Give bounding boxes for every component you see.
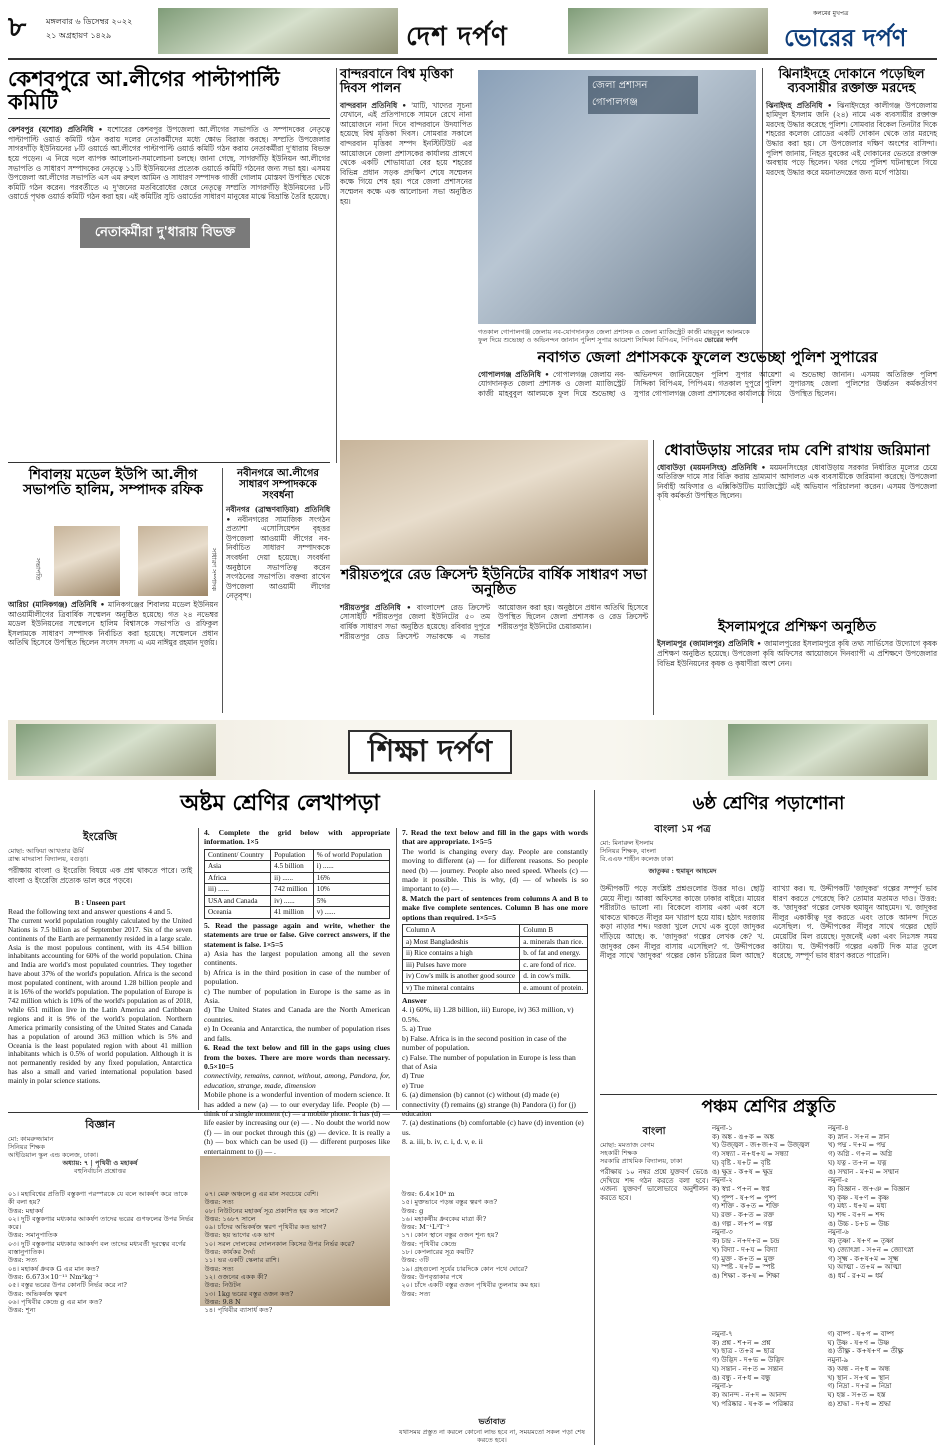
gopalganj-caption	[478, 328, 756, 344]
education-banner	[8, 720, 937, 780]
class5-title: পঞ্চম শ্রেণির প্রস্তুতি	[701, 1097, 836, 1117]
headline: কেশবপুরে আ.লীগের পাল্টাপাল্টি কমিটি	[8, 68, 330, 119]
answers: 4. i) 60%, ii) 1.28 billion, iii) Europe, iv) 363 million, v) 0.5%. 5. a) True b) False. Africa is in the second position in case of the number of population. c) False. The number of population in Europe is less than that of Asia d) True e) True 6. (a) dimension (b) cannot (c) without (d) made (e) connectivity (f) remains (g) strange (h) Pandora (i) for (j) education 7. (a) destinations (b) comfortable (c) have (d) invention (e) us. 8. a. iii, b. iv, c. i, d. v, e. ii	[402, 1005, 584, 1147]
subject-bangla: বাংলা	[642, 1126, 666, 1137]
samples-col-2: নমুনা-৪ ক) স্নান - স+ন = স্নান খ) পদ্ম - দ+ম = পদ্ম গ) অগ্নি - গ+ন = অগ্নি ঘ) যত্ন - ত+ন = যত্ন ঙ) সম্মান - ম+ম = সম্মান নমুনা-৫ ক) বিজ্ঞান - জ+ঞ = বিজ্ঞান খ) কৃষ্ণ - ষ+ণ = কৃষ্ণ গ) মধ্য - ধ+য = মধ্য ঘ) শব্দ - ব+দ = শব্দ ঙ) উচ্চ - চ+চ = উচ্চ নমুনা-৬ ক) তৃষ্ণা - ষ+ণ = তৃষ্ণা খ) জ্যোৎস্না - স+ন = জ্যোৎস্না গ) সূক্ষ্ম - ক+ষ+ম = সূক্ষ্ম ঘ) আত্মা - ত+ম = আত্মা ঙ) ধর্ম - র+ম = ধর্ম	[828, 1124, 914, 1280]
cell: Oceania	[205, 907, 271, 919]
shibalaya-story	[8, 468, 218, 713]
date-line-2: ২১ অগ্রহায়ণ ১৪২৯	[46, 31, 112, 40]
table-row	[205, 861, 390, 873]
cell: iv) ......	[271, 895, 314, 907]
cell: a. minerals than rice.	[520, 936, 588, 948]
body-text: মানিকগঞ্জের শিবালয় মডেল ইউনিয়ন আওয়ামীলীগের ত্রিবার্ষিক সম্মেলন অনুষ্ঠিত হয়েছে। গত ২৪ নভেম্বর মডেল ইউনিয়নের সম্মেলনে হালিম বিশ্বাসকে সভাপতি ও রফিকুল ইসলামকে সাধারণ সম্পাদক নির্বাচিত করা হয়েছে। সম্মেলনে প্রধান অতিথি হিসেবে উপস্থিত ছিলেন সংসদ সদস্য এ এম নাঈমুর রহমান দুর্জয়।	[8, 600, 218, 648]
class8-title: অষ্টম শ্রেণির লেখাপড়া	[180, 791, 380, 816]
headline: শিবালয় মডেল ইউপি আ.লীগ সভাপতি হালিম, সম্পাদক রফিক	[23, 467, 203, 499]
table-row	[205, 884, 390, 896]
byline: গোপালগঞ্জ প্রতিনিধি •	[478, 369, 550, 379]
intro: পরীক্ষায় বাংলা ও ইংরেজি বিষয়ে এক প্রশ্ন থাকতে পারে। তাই বাংলা ও ইংরেজি প্রত্যেক ভাল করে পড়বে।	[8, 866, 192, 885]
date-line-1: মঙ্গলবার ৬ ডিসেম্বর ২০২২	[46, 17, 133, 26]
chapter: জাতুকর : হুমায়ূন আহমেদ	[648, 867, 717, 875]
science-qa: ০১। মহাবিশ্বের প্রতিটি বস্তুকণা পরস্পরকে যে বলে আকর্ষণ করে তাকে কী বলা হয়? উত্তর: মহাকর্ষ ০২। দুটি বস্তুকণার মধ্যকার আকর্ষণ তাদের ভরের গুণফলের উপর নির্ভর করে। উত্তর: সমানুপাতিক ০৩। দুটি বস্তুকণার মধ্যকার আকর্ষণ বল তাদের মধ্যবর্তী দূরত্বের বর্গের ব্যস্তানুপাতিক। উত্তর: সত্য ০৪। মহাকর্ষ ধ্রুবক G এর মান কত? উত্তর: 6.673×10⁻¹¹ Nm²kg⁻² ০৫। বস্তুর ভরের উপর কোনটি নির্ভর করে না? উত্তর: অভিকর্ষজ ত্বরণ ০৬। পৃথিবীর কেন্দ্রে g এর মান কত? উত্তর: শূন্য ০৭। মেরু অঞ্চলে g এর মান সবচেয়ে বেশি। উত্তর: সত্য ০৮। নিউটনের মহাকর্ষ সূত্র প্রকাশিত হয় কত সালে? উত্তর: ১৬৮৭ সালে ০৯। চাঁদের অভিকর্ষজ ত্বরণ পৃথিবীর কত ভাগ? উত্তর: ছয় ভাগের এক ভাগ ১০। সরল দোলকের দোলনকাল কিসের উপর নির্ভর করে? উত্তর: কার্যকর দৈর্ঘ্য ১১। ভর একটি স্কেলার রাশি। উত্তর: সত্য ১২। ওজনের একক কী? উত্তর: নিউটন ১৩। 1kg ভরের বস্তুর ওজন কত? উত্তর: 9.8 N ১৪। পৃথিবীর ব্যাসার্ধ কত? উত্তর: 6.4×10⁶ m ১৫। মুক্তভাবে পড়ন্ত বস্তুর ত্বরণ কত? উত্তর: g ১৬। মহাকর্ষীয় ধ্রুবকের মাত্রা কী? উত্তর: M⁻¹L³T⁻² ১৭। কোন স্থানে বস্তুর ওজন শূন্য হয়? উত্তর: পৃথিবীর কেন্দ্রে ১৮। কেপলারের সূত্র কয়টি? উত্তর: ৩টি ১৯। গ্রহগুলো সূর্যের চারদিকে কোন পথে ঘোরে? উত্তর: উপবৃত্তাকার পথে ২০। চাঁদে একটি বস্তুর ওজন পৃথিবীর তুলনায় কম হয়। উত্তর: সত্য	[8, 1190, 540, 1315]
table-header: Continent/ Country	[205, 849, 271, 861]
section-title: দেশ দর্পণ	[406, 22, 508, 52]
cell: 10%	[313, 884, 389, 896]
question-6-text: Mobile phone is a wonderful invention of modern science. It has added a new (a) — to our everyday life. People (b) — think of a single moment (c) — a mobile phone. It has (d) — life easier by increasing our (e) — . No doubt the world now (f) — in our pocket through this (g) — device. It is really a (h) — box which can be used (i) — different purposes like entertainment to (j) — .	[204, 1090, 390, 1156]
table-row	[205, 907, 390, 919]
gopalganj-story	[478, 345, 937, 437]
cell: b. of fat and energy.	[520, 948, 588, 960]
page-number: ৮	[8, 10, 27, 43]
class6-body: উদ্দীপকটি পড়ে সংশ্লিষ্ট প্রশ্নগুলোর উত্তর দাও। ছোট্ট মেয়ে নীলু। আব্বা অফিসের কাজে ঢাকার বাইরে। মায়ের শরীরটাও ভালো না। বিকেলে বাসায় একা একা বসে থাকতে থাকতে নীলুর মন খারাপ হয়ে যায়। হঠাৎ দরজায় কড়া নাড়ার শব্দ। দরজা খুলে দেখে এক বুড়ো জাদুকর দাঁড়িয়ে আছে। ক. 'জাদুকর' গল্পের লেখক কে? খ. জাদুকর কেন নীলুর বাসায় এসেছিল? গ. উদ্দীপকের নীলুর সাথে 'জাদুকর' গল্পের কোন চরিত্রের মিল আছে? ব্যাখ্যা কর। ঘ. উদ্দীপকটি 'জাদুকর' গল্পের সম্পূর্ণ ভাব ধারণ করতে পেরেছে কি? তোমার মতামত দাও। উত্তর: ক. 'জাদুকর' গল্পের লেখক হুমায়ূন আহমেদ। খ. জাদুকর নীলুর একাকীত্ব দূর করতে এবং তাকে আনন্দ দিতে এসেছিল। গ. উদ্দীপকের নীলুর সাথে গল্পের ছোট মেয়েটির মিল রয়েছে। দুজনেই একা এবং নিঃসঙ্গ সময় কাটায়। ঘ. উদ্দীপকটি গল্পের একটি দিক মাত্র তুলে ধরেছে, সম্পূর্ণ ভাব ধারণ করতে পারেনি।	[600, 884, 937, 961]
samples-col-1: নমুনা-১ ক) অঙ্ক - ঙ+ক = অঙ্ক খ) উজ্জ্বল - জ+জ+ব = উজ্জ্বল গ) সন্ধ্যা - ন+ধ+য = সন্ধ্যা ঘ) বৃষ্টি - ষ+ট = বৃষ্টি ঙ) ক্ষুদ্র - ক+ষ = ক্ষুদ্র নমুনা-২ ক) স্বপ্ন - প+ন = স্বপ্ন খ) পুষ্প - ষ+প = পুষ্প গ) শক্তি - ক+ত = শক্তি ঘ) রক্ত - ক+ত = রক্ত ঙ) গল্প - ল+প = গল্প নমুনা-৩ ক) চন্দ্র - ন+দ+র = চন্দ্র খ) বিদ্যা - দ+য = বিদ্যা গ) মুক্ত - ক+ত = মুক্ত ঘ) স্পষ্ট - ষ+ট = স্পষ্ট ঙ) শিক্ষা - ক+ষ = শিক্ষা	[712, 1124, 810, 1280]
body-text: 'মাটি, খাদ্যের সূচনা যেখানে, এই প্রতিপাদ্যকে সামনে রেখে নানা আয়োজনে নানা দিনে বান্দরবানে উদযাপিত হয়েছে বিশ্ব মৃত্তিকা দিবস। সোমবার সকালে বান্দরবান মৃত্তিকা সম্পদ ইনস্টিটিউট এর আয়োজনে জেলা প্রশাসকের কার্যালয় প্রাঙ্গণে থেকে একটি শোভাযাত্রা বের হয়ে শহরের বিভিন্ন প্রধান সড়ক প্রদক্ষিণ শেষে সম্মেলন কক্ষে গিয়ে শেষ হয়। পরে জেলা প্রশাসনের সম্মেলন কক্ষে এক আলোচনা সভা অনুষ্ঠিত হয়।	[340, 100, 472, 206]
cell: v) ......	[313, 907, 389, 919]
byline: ধোবাউড়া (ময়মনসিংহ) প্রতিনিধি •	[657, 462, 766, 472]
question-6: 6. Read the text below and fill in the gaps using clues from the boxes. There are more words than necessary. 0.5×10=5	[204, 1043, 390, 1071]
passage: The current world population roughly calculated by the United Nations is 7.5 billion as of September 2017. Six of the seven continents of the Earth are permanently resided in a large scale. Asia is the most populous continent, with its 4.54 billion inhabitants accounting for 60% of the world population. China and India are world's most populated countries. They together have about 37% of the world's population. Africa is the second most populated continent, with around 1.28 billion people and it is 16% of the world's population. The population of Europe is 742 million which is 10% of the world's population as of 2018, while 651 million live in the Latin America and Caribbean regions and it is 9% of the world's population. Northern America primarily consisting of the United States and Canada has a population of around 363 million which is 5% and Oceania is the least populated region with about 41 million inhabitants which is 0.5% of world population. Although it is not permanently resided by any fixed population, Antarctica has also a small and varied international population based mainly in polar science stations.	[8, 916, 192, 1086]
cell: iii) Pulses have more	[403, 959, 520, 971]
table-row	[403, 936, 588, 948]
president-photo	[54, 526, 120, 596]
body-text: ময়মনসিংহের ধোবাউড়ায় সরকার নির্ধারিত মূল্যের চেয়ে অতিরিক্ত দামে সার বিক্রি করায় ভ্রাম্যমাণ আদালত এক ব্যবসায়ীকে জরিমানা করেছে। উপজেলা নির্বাহী অফিসার ও এক্সিকিউটিভ ম্যাজিস্ট্রেট এই অভিযান পরিচালনা করেন। এসময় উপজেলা কৃষি কর্মকর্তা উপস্থিত ছিলেন।	[657, 462, 937, 501]
body-text: বাংলাদেশ রেড ক্রিসেন্ট সোসাইটি শরীয়তপুর জেলা ইউনিটের ৫০ তম বার্ষিক সাধারণ সভা অনুষ্ঠিত হয়েছে। রবিবার দুপুরে শরীয়তপুর রেড ক্রিসেন্ট সভাকক্ষে এ সভার আয়োজন করা হয়। অনুষ্ঠানে প্রধান অতিথি হিসেবে উপস্থিত ছিলেন জেলা প্রশাসক ও রেড ক্রিসেন্ট শরীয়তপুর ইউনিটের চেয়ারম্যান।	[340, 602, 648, 641]
byline: ঝিনাইদহ প্রতিনিধি •	[766, 100, 833, 110]
byline: ইসলামপুর (জামালপুর) প্রতিনিধি •	[657, 639, 762, 649]
passage-intro: Read the following text and answer questions 4 and 5.	[8, 907, 173, 917]
headline: ইসলামপুরে প্রশিক্ষণ অনুষ্ঠিত	[717, 619, 877, 635]
question-8: 8. Match the part of sentences from columns A and B to make five complete sentences. Column B has one more options than required. 1×5=5	[402, 893, 588, 922]
shariatpur-photo	[340, 440, 648, 565]
brand-logo: ভোরের দর্পণ	[784, 24, 907, 52]
question-4: 4. Complete the grid below with appropriate information. 1×5	[204, 828, 390, 847]
islampur-story	[657, 620, 937, 715]
brand-tag: কলমের মুখপত্র	[813, 10, 849, 17]
cell: 742 million	[271, 884, 314, 896]
byline: নবীনগর (ব্রাহ্মণবাড়িয়া) প্রতিনিধি •	[226, 505, 330, 524]
photo-label-president: সভাপতি	[34, 558, 42, 581]
body-text: যশোরের কেশবপুর উপজেলা আ.লীগের সভাপতি ও সম্পাদকের নেতৃত্বে পাল্টাপাল্টি ওয়ার্ড কমিটি গঠন করায় দলের নেতাকর্মীদের মধ্যে ক্ষোভ বিরাজ করছে। সম্প্রতি উপজেলার সাগরদাঁড়ি ইউনিয়নের ৮টি ওয়ার্ডে আ.লীগের পাল্টাপাল্টি ওয়ার্ড কমিটি গঠন করায় নেতাকর্মীরা দু'ধারায় বিভক্ত হয়ে পড়েন। এ নিয়ে দলে ব্যাপক আলোচনা-সমালোচনা চলছে। জানা গেছে, সাগরদাঁড়ি ইউনিয়ন আ.লীগের সভাপতি ও সাধারণ সম্পাদকের নেতৃত্বে ১১টি ইউনিয়নের প্রত্যেক ওয়ার্ডে কমিটি গঠনের জন্য সভা হয়। এসময় উপজেলা আ.লীগের সভাপতি এস এম রুহুল আমিন ও সাধারণ সম্পাদক গাজী গোলাম মোস্তফা উপস্থিত থেকে কমিটি গঠন করেন। পরবর্তীতে এ দু'জনের মতবিরোধের জেরে নেতৃত্বে সম্প্রতি সাগরদাঁড়ি ইউনিয়নের ৮টি ওয়ার্ডে পৃথক ওয়ার্ড কমিটি গঠন করা হয়। এই কমিটির সুচি ওয়ার্ডের সাধারণ মানুষের মাঝে বিভ্রান্তি তৈরি হয়েছে।	[8, 125, 330, 202]
question-7-text: The world is changing every day. People are constantly moving to different (a) — for different reasons. So people need (b) — journey. People also need speed. Wheels (c) — made it possible. This is why, (d) — of wheels is so important to (e) — .	[402, 846, 588, 894]
cell: Africa	[205, 872, 271, 884]
photo-label-secretary: সাধারণ সম্পাদক	[210, 548, 218, 591]
cell: 5%	[313, 895, 389, 907]
banner-image-right	[728, 724, 928, 776]
question-5-items: a) Asia has the largest population among all the seven continents. b) Africa is in the third position in case of the number of population. c) The number of population in Europe is the same as in Asia. d) The United States and Canada are the North American countries. e) In Oceania and Antarctica, the number of population rises and falls.	[204, 949, 390, 1043]
cell: USA and Canada	[205, 895, 271, 907]
chapter: অধ্যায়: ৭ | পৃথিবী ও মহাকর্ষ	[62, 1159, 138, 1167]
teacher-school: ত্রাহ্ম মাদরাসা বিদ্যালয়, বগুড়া।	[8, 855, 89, 863]
body-text: জামালপুরের ইসলামপুরে কৃষি তথ্য সার্ভিসের উদ্যোগে কৃষক প্রশিক্ষণ অনুষ্ঠিত হয়েছে। উপজেলা কৃষি অফিসের আয়োজনে দিনব্যাপী এ প্রশিক্ষণে উপজেলার বিভিন্ন ইউনিয়নের কৃষক ও কৃষাণীরা অংশ নেন।	[657, 639, 938, 668]
cell: i) ......	[313, 861, 389, 873]
table-row	[403, 948, 588, 960]
section-b: B : Unseen part	[74, 898, 126, 907]
body-text: গোপালগঞ্জ জেলায় নব-যোগদানকৃত জেলা প্রশাসক ও জেলা ম্যাজিস্ট্রেট কাজী মাহবুবুল আলমকে ফুল দিয়ে শুভেচ্ছা ও অভিনন্দন জানিয়েছেন পুলিশ সুপার আয়েশা সিদ্দিকা বিপিএম, পিপিএম। গতকাল দুপুরে পুলিশ সুপার গোপালগঞ্জ জেলা প্রশাসকের কার্যালয়ে গিয়ে এ শুভেচ্ছা জানান। এসময় অতিরিক্ত পুলিশ সুপারসহ জেলা পুলিশের উর্ধ্বতন কর্মকর্তাগণ উপস্থিত ছিলেন।	[478, 369, 937, 398]
byline: কেশবপুর (যশোর) প্রতিনিধি •	[8, 125, 103, 135]
match-table	[402, 924, 588, 994]
shariatpur-story	[340, 568, 648, 713]
intro: পরীক্ষায় ১০ নম্বর প্রশ্নে যুক্তবর্ণ ভেঙে দেখিয়ে শব্দ গঠন করতে বলা হবে। এজন্য যুক্তবর্ণ ভালোভাবে অনুশীলন করতে হবে।	[600, 1168, 708, 1202]
dhobaura-story	[657, 442, 937, 612]
byline: আরিচা (মানিকগঞ্জ) প্রতিনিধি •	[8, 600, 105, 609]
science-footer-title: ভর্তাবাত	[478, 1417, 506, 1426]
keshabpur-story	[8, 68, 330, 458]
masthead-banner-image-right	[568, 8, 768, 54]
cell: a) Most Bangladeshis	[403, 936, 520, 948]
teacher-school: সরকারি প্রাথমিক বিদ্যালয়, ঢাকা	[600, 1157, 683, 1165]
cell: v) The mineral contains	[403, 982, 520, 994]
banner-title: শিক্ষা দর্পণ	[348, 730, 512, 774]
byline: শরীয়তপুর প্রতিনিধি •	[340, 602, 412, 612]
table-header: Column A	[403, 925, 520, 937]
byline: বান্দরবান প্রতিনিধি •	[340, 100, 407, 110]
question-7: 7. Read the text below and fill in the gaps with words that are appropriate. 1×5=5	[402, 828, 588, 847]
teacher-name: মো: কামরুজ্জামান	[8, 1135, 54, 1143]
answer-heading: Answer	[402, 996, 427, 1006]
population-table	[204, 849, 390, 919]
teacher-role: সহকারী শিক্ষক	[600, 1149, 638, 1157]
table-header: Population	[271, 849, 314, 861]
table-row	[403, 982, 588, 994]
headline: ধোবাউড়ায় সারের দাম বেশি রাখায় জরিমানা	[664, 441, 930, 459]
cell: iii) ......	[205, 884, 271, 896]
science-section	[8, 1116, 588, 1446]
teacher-name: মোছা: মমতাজ বেগম	[600, 1141, 655, 1149]
subject-english: ইংরেজি	[83, 830, 117, 843]
headline: শরীয়তপুরে রেড ক্রিসেন্ট ইউনিটের বার্ষিক সাধারণ সভা অনুষ্ঠিত	[340, 567, 648, 599]
cell: ii) Rice contains a high	[403, 948, 520, 960]
headline: ঝিনাইদহে দোকানে পড়েছিল ব্যবসায়ীর রক্তাক্ত মরদেহ	[778, 67, 925, 97]
teacher-name: মোছা: আফিয়া আখতার ঊর্মি	[8, 847, 84, 855]
table-row	[205, 872, 390, 884]
table-header: % of world Population	[313, 849, 389, 861]
samples-col-3: নমুনা-৭ ক) প্রশ্ন - শ+ন = প্রশ্ন খ) ছাত্র - ত+র = ছাত্র গ) উদ্ভিদ - দ+ভ = উদ্ভিদ ঘ) সন্তান - ন+ত = সন্তান ঙ) বন্ধু - ন+ধ = বন্ধু নমুনা-৮ ক) আনন্দ - ন+দ = আনন্দ খ) পরিষ্কার - ষ+ক = পরিষ্কার গ) বাষ্প - ষ+প = বাষ্প ঘ) উষ্ণ - ষ+ণ = উষ্ণ ঙ) তীক্ষ্ণ - ক+ষ+ণ = তীক্ষ্ণ নমুনা-৯ ক) অন্ধ - ন+ধ = অন্ধ খ) স্থান - স+থ = স্থান গ) নিদ্রা - দ+র = নিদ্রা ঘ) হস্ত - স+ত = হস্ত ঙ) শ্রদ্ধা - দ+ধ = শ্রদ্ধা	[712, 1330, 937, 1444]
table-header: Column B	[520, 925, 588, 937]
subject-bangla: বাংলা ১ম পত্র	[654, 824, 711, 835]
subject-science: বিজ্ঞান	[85, 1118, 115, 1131]
question-5: 5. Read the passage again and write, whether the statements are true or false. Give correct answers, if the statement is false. 1×5=5	[204, 920, 390, 949]
cell: ii) ......	[271, 872, 314, 884]
nabinagar-story	[226, 468, 330, 713]
cell: d. in cow's milk.	[520, 971, 588, 983]
table-row	[403, 959, 588, 971]
caption-credit: ভোরের দর্পণ	[704, 336, 738, 344]
secretary-photo	[138, 526, 208, 596]
science-footer-note: যথাসময় প্রস্তুত না করলে কোনো লাভ হবে না, সময়মতো সকল পড়া শেষ করতে হবে।	[399, 1428, 585, 1444]
cell: 16%	[313, 872, 389, 884]
cell: Asia	[205, 861, 271, 873]
table-row	[403, 971, 588, 983]
cell: iv) Cow's milk is another good source	[403, 971, 520, 983]
class6-title: ৬ষ্ঠ শ্রেণির পড়াশোনা	[692, 793, 845, 814]
banner-image-left	[16, 724, 216, 776]
body-text: ঝিনাইদহের কালীগঞ্জ উপজেলায় হামিদুল ইসলাম জনি (২৪) নামে এক ব্যবসায়ীর রক্তাক্ত মরদেহ উদ্ধার করেছে পুলিশ। সোমবার বিকেল তিনটার দিকে শহরের কলেজ রোডের একটি দোকান থেকে তার মরদেহ উদ্ধার করা হয়। সে উপজেলার দক্ষিণ অংশের বাসিন্দা। পুলিশ জানায়, নিহত যুবকের এই দোকানের ভেতরে রক্তাক্ত অবস্থায় পড়ে ছিলেন। খবর পেয়ে পুলিশ ঘটনাস্থলে গিয়ে মরদেহ উদ্ধার করে ময়নাতদন্তের জন্য মর্গে পাঠায়।	[766, 100, 938, 177]
cell: 41 million	[271, 907, 314, 919]
teacher-name: মো: মিনারুল ইসলাম	[600, 839, 654, 847]
gopalganj-photo	[478, 70, 756, 324]
table-row	[205, 895, 390, 907]
body-text: নবীনগরের সামাজিক সংগঠন প্রত্যাশা এসোসিয়েশন বৃহত্তর উপজেলা আওয়ামী লীগের নব-নির্বাচিত সাধারণ সম্পাদককে সংবর্ধনা দেয়া হয়েছে। সংবর্ধনা অনুষ্ঠানে সভাপতিত্ব করেন সংগঠনের সভাপতি। বক্তব্য রাখেন উপজেলা আওয়ামী লীগের নেতৃবৃন্দ।	[226, 514, 330, 601]
teacher-role: সিনিয়র শিক্ষক	[8, 1143, 45, 1151]
headline: নবীনগরে আ.লীগের সাধারণ সম্পাদককে সংবর্ধনা	[237, 468, 319, 501]
masthead-banner-image	[158, 8, 398, 54]
section-label: বহুনির্বাচনি প্রশ্নোত্তর	[74, 1167, 126, 1175]
question-6-words: connectivity, remains, cannot, without, among, Pandora, for, education, strange, made, dimension	[204, 1071, 390, 1090]
masthead	[8, 6, 937, 60]
headline: বান্দরবানে বিশ্ব মৃত্তিকা দিবস পালন	[340, 67, 454, 97]
class6-section	[600, 822, 937, 1090]
teacher-role: সিনিয়র শিক্ষক, বাংলা	[600, 847, 657, 855]
pull-quote: নেতাকর্মীরা দু'ধারায় বিভক্ত	[80, 218, 250, 248]
headline: নবাগত জেলা প্রশাসককে ফুলেল শুভেচ্ছা পুলিশ সুপারের	[537, 348, 878, 366]
cell: 4.5 billion	[271, 861, 314, 873]
teacher-school: বি.এএফ শাহীন কলেজ ঢাকা	[600, 855, 674, 863]
caption-text: গতকাল গোপালগঞ্জ জেলায় নব-যোগদানকৃত জেলা প্রশাসক ও জেলা ম্যাজিস্ট্রেট কাজী মাহবুবুল আলমকে ফুল দিয়ে শুভেচ্ছা ও অভিনন্দন জানান পুলিশ সুপার আয়েশা সিদ্দিকা বিপিএম, পিপিএম	[478, 328, 750, 344]
cell: e. amount of protein.	[520, 982, 588, 994]
photo-sign: জেলা প্রশাসন গোপালগঞ্জ	[588, 76, 698, 114]
bandarban-story	[340, 68, 472, 368]
teacher-school: আইডিয়াল স্কুল এন্ড কলেজ, ঢাকা।	[8, 1151, 99, 1159]
cell: c. are fond of rice.	[520, 959, 588, 971]
